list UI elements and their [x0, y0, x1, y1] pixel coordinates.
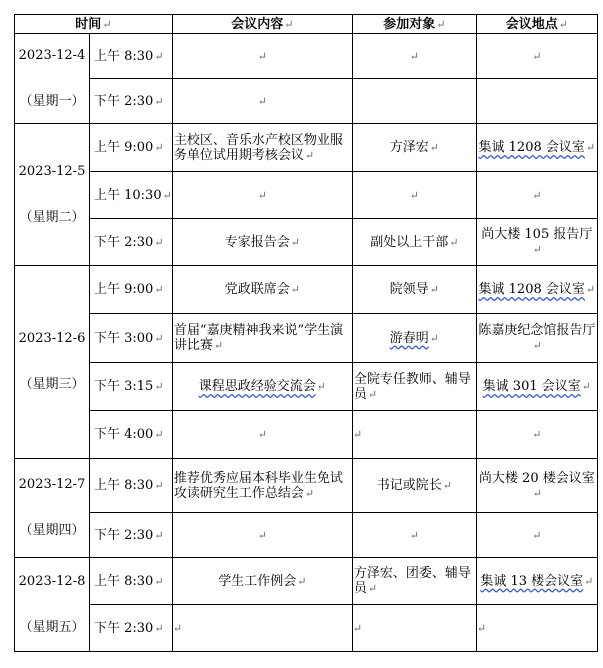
content-cell: 专家报告会↵ [172, 219, 352, 266]
attendees-cell: ↵ [352, 605, 476, 652]
header-time: 时间↵ [15, 15, 173, 34]
date-cell: 2023-12-5 （星期二） [15, 124, 90, 266]
time-cell: 上午 8:30↵ [90, 558, 173, 605]
content-cell: ↵ [172, 172, 352, 219]
attendees-cell: ↵ [352, 172, 476, 219]
date-cell: 2023-12-7 （星期四） [15, 459, 90, 558]
table-row [15, 34, 598, 79]
time-cell: 下午 2:30↵ [90, 513, 173, 558]
content-cell: 学生工作例会↵ [172, 558, 352, 605]
time-cell: 下午 3:00↵ [90, 314, 173, 363]
location-cell: 集诚 13 楼会议室↵ [476, 558, 597, 605]
time-cell: 下午 2:30↵ [90, 605, 173, 652]
time-cell: 下午 4:00↵ [90, 411, 173, 459]
time-cell: 下午 2:30↵ [90, 79, 173, 124]
table-row [15, 411, 598, 459]
attendees-cell: ↵ [352, 411, 476, 459]
time-cell: 上午 8:30↵ [90, 34, 173, 79]
table-row [15, 124, 598, 172]
time-cell: 下午 3:15↵ [90, 363, 173, 411]
time-cell: 上午 9:00↵ [90, 266, 173, 314]
content-cell: ↵ [172, 34, 352, 79]
time-cell: 上午 9:00↵ [90, 124, 173, 172]
content-cell: 推荐优秀应届本科毕业生免试攻读研究生工作总结会↵ [172, 459, 352, 513]
attendees-cell: ↵ [352, 513, 476, 558]
location-cell: 集诚 1208 会议室↵ [476, 124, 597, 172]
attendees-cell: 副处以上干部↵ [352, 219, 476, 266]
table-row [15, 513, 598, 558]
header-content: 会议内容↵ [172, 15, 352, 34]
content-cell: ↵ [172, 411, 352, 459]
content-cell: ↵ [172, 513, 352, 558]
location-cell: ↵ [476, 34, 597, 79]
table-row [15, 266, 598, 314]
location-cell: ↵ [476, 513, 597, 558]
table-row [15, 79, 598, 124]
table-row [15, 219, 598, 266]
table-row [15, 172, 598, 219]
content-cell: 课程思政经验交流会↵ [172, 363, 352, 411]
content-cell: ↵ [172, 605, 352, 652]
attendees-cell: ↵ [352, 34, 476, 79]
content-cell: ↵ [172, 79, 352, 124]
table-row [15, 363, 598, 411]
content-cell: 主校区、音乐水产校区物业服务单位试用期考核会议↵ [172, 124, 352, 172]
location-cell: 集诚 1208 会议室↵ [476, 266, 597, 314]
location-cell: 尚大楼 105 报告厅↵ [476, 219, 597, 266]
attendees-cell: 方泽宏、团委、辅导员↵ [352, 558, 476, 605]
attendees-cell: 院领导↵ [352, 266, 476, 314]
location-cell: 尚大楼 20 楼会议室↵ [476, 459, 597, 513]
attendees-cell: 全院专任教师、辅导员↵ [352, 363, 476, 411]
header-row [15, 15, 598, 34]
header-attendees: 参加对象↵ [352, 15, 476, 34]
time-cell: 下午 2:30↵ [90, 219, 173, 266]
table-row [15, 459, 598, 513]
table-row [15, 314, 598, 363]
content-cell: 首届“嘉庚精神我来说”学生演讲比赛↵ [172, 314, 352, 363]
date-cell: 2023-12-6 （星期三） [15, 266, 90, 459]
time-cell: 上午 8:30↵ [90, 459, 173, 513]
meeting-schedule-table [14, 14, 598, 652]
attendees-cell: 游春明↵ [352, 314, 476, 363]
content-cell: 党政联席会↵ [172, 266, 352, 314]
location-cell: 集诚 301 会议室↵ [476, 363, 597, 411]
location-cell: ↵ [476, 411, 597, 459]
attendees-cell [352, 79, 476, 124]
attendees-cell: 方泽宏↵ [352, 124, 476, 172]
location-cell: ↵ [476, 172, 597, 219]
table-row [15, 558, 598, 605]
header-location: 会议地点↵ [476, 15, 597, 34]
table-row [15, 605, 598, 652]
location-cell [476, 79, 597, 124]
time-cell: 上午 10:30↵ [90, 172, 173, 219]
location-cell: ↵ [476, 605, 597, 652]
attendees-cell: 书记或院长↵ [352, 459, 476, 513]
date-cell: 2023-12-4 （星期一） [15, 34, 90, 124]
date-cell: 2023-12-8 （星期五） [15, 558, 90, 652]
location-cell: 陈嘉庚纪念馆报告厅↵ [476, 314, 597, 363]
